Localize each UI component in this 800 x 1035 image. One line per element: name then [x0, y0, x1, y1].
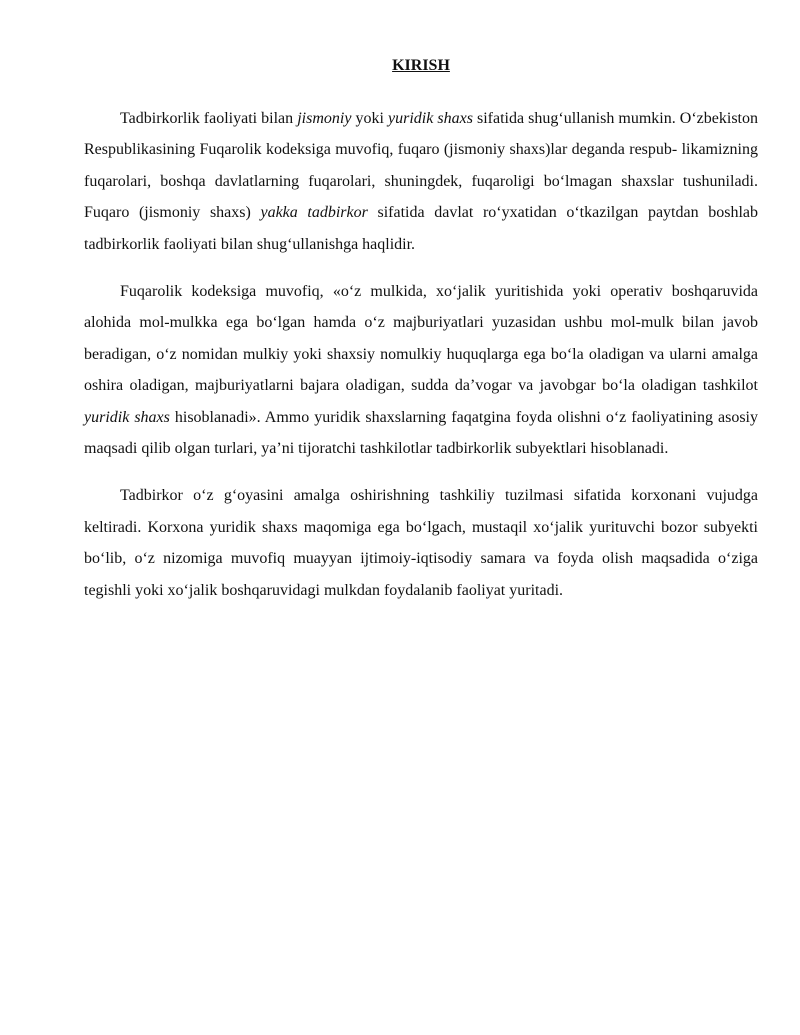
- paragraph-2-text-1: Fuqarolik kodeksiga muvofiq, «o‘z mulkida, xo‘jalik yuritishida yoki operativ boshqaruvida alohida mol-mulkka ega bo‘lgan hamda o‘z majburiyatlari yuzasidan ushbu mol-mulk bilan javob beradigan, o‘z nomidan mulkiy yoki shaxsiy nomulkiy huquqlarga ega bo‘la oladigan va ularni amalga oshira oladigan, majburiyatlarni bajara oladigan, sudda da’vogar va javobgar bo‘la oladigan tashkilot: [84, 283, 758, 395]
- paragraph-2: [84, 276, 758, 464]
- paragraph-1-text-4: sifatida davlat ro‘yxatidan o‘tkazilgan paytdan boshlab tadbirkorlik faoliyati bilan shug‘ullanishga haqlidir.: [84, 204, 759, 253]
- paragraph-2-italic-yuridik-shaxs: yuridik shaxs: [84, 408, 170, 426]
- paragraph-1-text-1: Tadbirkorlik faoliyati bilan: [120, 110, 298, 127]
- paragraph-1-italic-jismoniy: jismoniy: [297, 110, 352, 127]
- paragraph-1-italic-yakka-tadbirkor: yakka tadbirkor: [260, 204, 368, 222]
- document-page: [84, 50, 758, 622]
- paragraph-3-text-1: Tadbirkor o‘z g‘oyasini amalga oshirishning tashkiliy tuzilmasi sifatida korxonani vujudga keltiradi. Korxona yuridik shaxs maqomiga ega bo‘lgach, mustaqil xo‘jalik yurituvchi bozor subyekti bo‘lib, o‘z nizomiga muvofiq muayyan ijtimoiy-iqtisodiy samara va foyda olish maqsadida o‘ziga tegishli yoki xo‘jalik boshqaruvidagi mulkdan foydalanib faoliyat yuritadi.: [84, 487, 758, 599]
- paragraph-1: [84, 103, 758, 260]
- paragraph-1-italic-yuridik-shaxs: yuridik shaxs: [388, 110, 473, 127]
- paragraph-1-text-3: sifatida shug‘ullanish mumkin. O‘zbekiston Respublikasining Fuqarolik kodeksiga muvofiq, fuqaro (jismoniy shaxs)lar deganda respub- likamizning fuqarolari, boshqa davlatlarning fuqarolari, shuningdek, fuqaroligi bo‘lmagan shaxslar tushuniladi. Fuqaro (jismoniy shaxs): [84, 110, 759, 222]
- paragraph-1-text-2: yoki: [351, 110, 388, 127]
- paragraph-2-text-2: hisoblanadi». Ammo yuridik shaxslarning faqatgina foyda olishni o‘z faoliyatining asosiy maqsadi qilib olgan turlari, ya’ni tijoratchi tashkilotlar tadbirkorlik subyektlari hisoblanadi.: [84, 408, 758, 458]
- paragraph-3: [84, 480, 758, 606]
- document-title: KIRISH: [392, 57, 450, 74]
